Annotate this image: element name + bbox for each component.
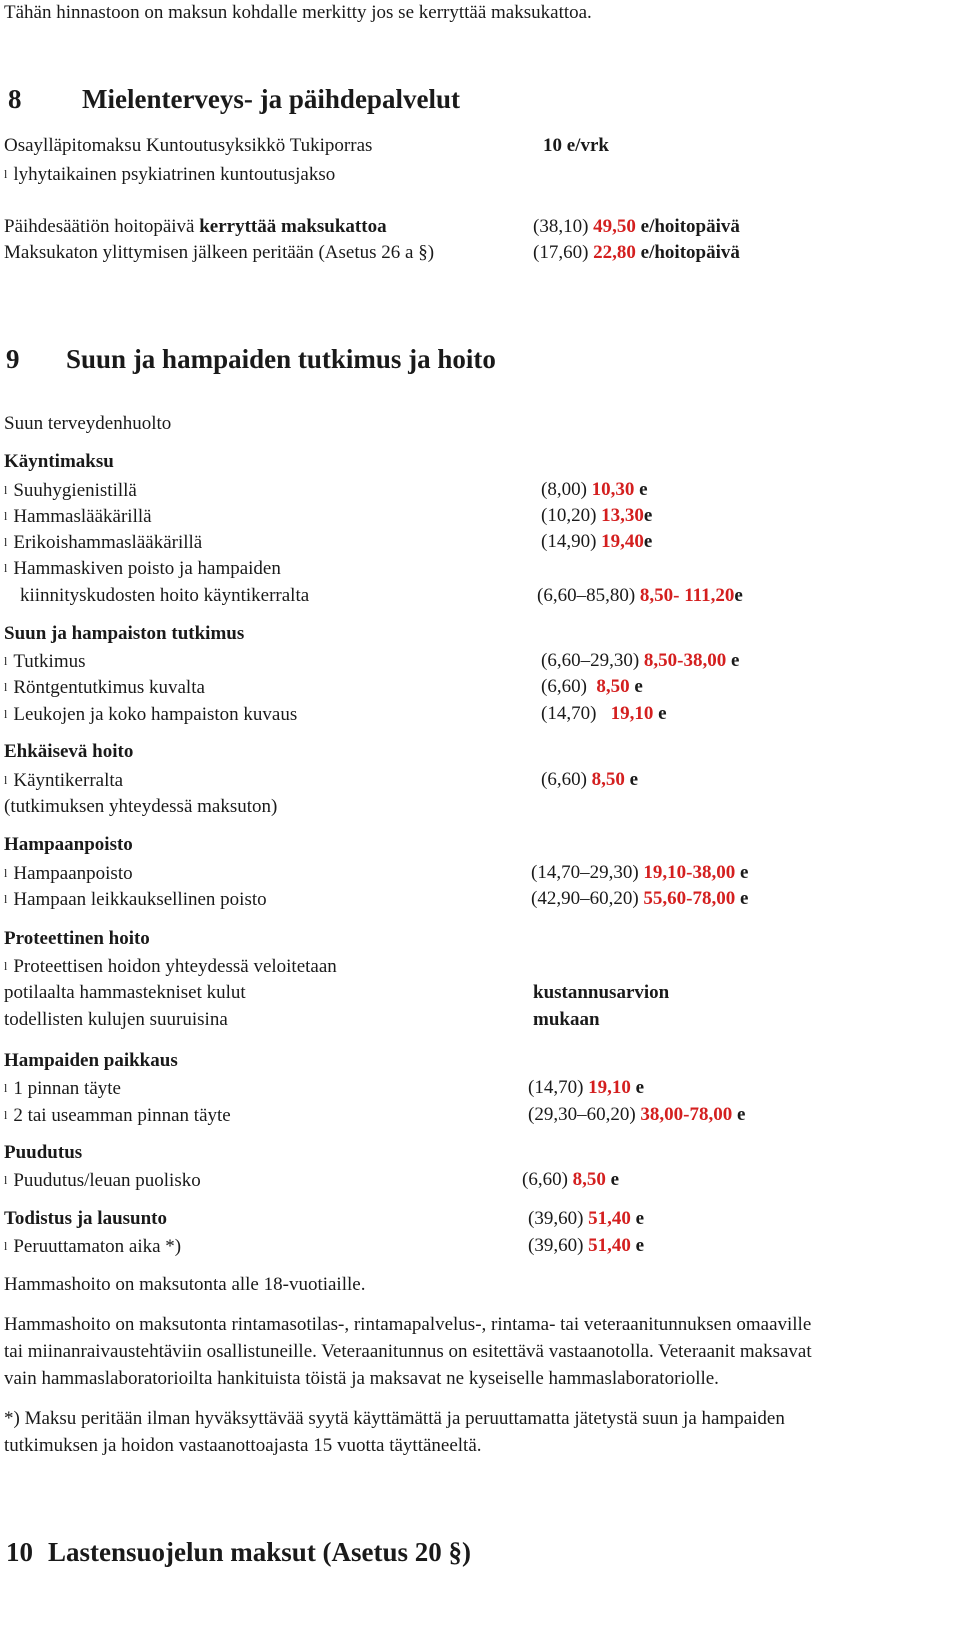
price: (14,70) 19,10 e	[541, 703, 667, 724]
price: (8,00) 10,30 e	[541, 479, 648, 500]
section-10-title: Lastensuojelun maksut (Asetus 20 §)	[48, 1537, 472, 1567]
s8-row3-label: Maksukaton ylittymisen jälkeen peritään (Asetus 26 a §)	[4, 242, 435, 263]
list-item: l Hammaslääkärillä	[4, 506, 152, 527]
list-item: l Hammaskiven poisto ja hampaiden	[4, 558, 281, 579]
s8-row1-sub: l lyhytaikainen psykiatrinen kuntoutusjakso	[4, 164, 336, 185]
price: (6,60) 8,50 e	[522, 1169, 620, 1190]
note-veterans-2: tai miinanraivaustehtäviin osallistuneille. Veteraanitunnus on esitettävä vastaanotolla. Veteraanit maksavat	[4, 1341, 812, 1362]
section-8-number: 8	[8, 84, 22, 114]
s8-row2-label: Päihdesäätiön hoitopäivä kerryttää maksukattoa	[4, 216, 387, 237]
price: (6,60–29,30) 8,50-38,00 e	[541, 650, 740, 671]
prot-line3: todellisten kulujen suuruisina	[4, 1009, 228, 1030]
list-item: l Hampaanpoisto	[4, 863, 133, 884]
list-item: l Hampaan leikkauksellinen poisto	[4, 889, 267, 910]
s8-row1-label: Osaylläpitomaksu Kuntoutusyksikkö Tukiporras	[4, 135, 373, 156]
list-item: l Leukojen ja koko hampaiston kuvaus	[4, 704, 298, 725]
paikkaus-heading: Hampaiden paikkaus	[4, 1050, 178, 1071]
hampaanpoisto-heading: Hampaanpoisto	[4, 834, 133, 855]
bullet-icon: l	[4, 167, 8, 181]
list-item: l Suuhygienistillä	[4, 480, 137, 501]
price: (39,60) 51,40 e	[528, 1208, 645, 1229]
price: (14,70–29,30) 19,10-38,00 e	[531, 862, 749, 883]
list-item: l 1 pinnan täyte	[4, 1078, 121, 1099]
tutkimus-heading: Suun ja hampaiston tutkimus	[4, 623, 245, 644]
list-item-cont: kiinnityskudosten hoito käyntikerralta	[20, 585, 310, 606]
list-item: l Proteettisen hoidon yhteydessä veloitetaan	[4, 956, 337, 977]
note-footnote-1: *) Maksu peritään ilman hyväksyttävää syytä käyttämättä ja peruuttamatta jätetystä suun ja hampaiden	[4, 1408, 785, 1429]
list-item: l Tutkimus	[4, 651, 86, 672]
note-veterans-1: Hammashoito on maksutonta rintamasotilas-, rintamapalvelus-, rintama- tai veteraanitunnuksen omaaville	[4, 1314, 812, 1335]
s9-subtitle: Suun terveydenhuolto	[4, 413, 172, 434]
list-item: l Puudutus/leuan puolisko	[4, 1170, 201, 1191]
note-under-18: Hammashoito on maksutonta alle 18-vuotiaille.	[4, 1274, 366, 1295]
price: (14,90) 19,40e	[541, 531, 653, 552]
kayntimaksu-heading: Käyntimaksu	[4, 451, 114, 472]
section-8-title: Mielenterveys- ja päihdepalvelut	[82, 84, 460, 114]
prot-price1: kustannusarvion	[533, 982, 670, 1003]
ehkaiseva-heading: Ehkäisevä hoito	[4, 741, 134, 762]
price: (39,60) 51,40 e	[528, 1235, 645, 1256]
section-9-title: Suun ja hampaiden tutkimus ja hoito	[66, 344, 496, 374]
section-9-number: 9	[6, 344, 20, 374]
puudutus-heading: Puudutus	[4, 1142, 83, 1163]
list-item: l Erikoishammaslääkärillä	[4, 532, 203, 553]
price: (14,70) 19,10 e	[528, 1077, 645, 1098]
note-veterans-3: vain hammaslaboratorioilta hankituista töistä ja maksavat ne kyseiselle hammaslaboratoriolle.	[4, 1368, 719, 1389]
list-item: l Peruuttamaton aika *)	[4, 1236, 182, 1257]
note-footnote-2: tutkimuksen ja hoidon vastaanottoajasta 15 vuotta täyttäneeltä.	[4, 1435, 482, 1456]
price: (42,90–60,20) 55,60-78,00 e	[531, 888, 749, 909]
todistus-heading: Todistus ja lausunto	[4, 1208, 167, 1229]
prot-price2: mukaan	[533, 1009, 600, 1030]
proteettinen-heading: Proteettinen hoito	[4, 928, 150, 949]
price: (29,30–60,20) 38,00-78,00 e	[528, 1104, 746, 1125]
intro-text: Tähän hinnastoon on maksun kohdalle merkitty jos se kerryttää maksukattoa.	[4, 2, 592, 23]
list-item: l Käyntikerralta	[4, 770, 124, 791]
s8-row3-price: (17,60) 22,80 e/hoitopäivä	[533, 242, 740, 263]
s8-row1-price: 10 e/vrk	[543, 135, 609, 156]
price: (6,60) 8,50 e	[541, 769, 639, 790]
list-item: l 2 tai useamman pinnan täyte	[4, 1105, 231, 1126]
list-item: l Röntgentutkimus kuvalta	[4, 677, 205, 698]
s8-row2-price: (38,10) 49,50 e/hoitopäivä	[533, 216, 740, 237]
prot-line2: potilaalta hammastekniset kulut	[4, 982, 246, 1003]
price: (10,20) 13,30e	[541, 505, 653, 526]
price: (6,60–85,80) 8,50- 111,20e	[537, 585, 743, 606]
section-10-number: 10	[6, 1537, 33, 1567]
price: (6,60) 8,50 e	[541, 676, 643, 697]
ehkaiseva-note: (tutkimuksen yhteydessä maksuton)	[4, 796, 278, 817]
